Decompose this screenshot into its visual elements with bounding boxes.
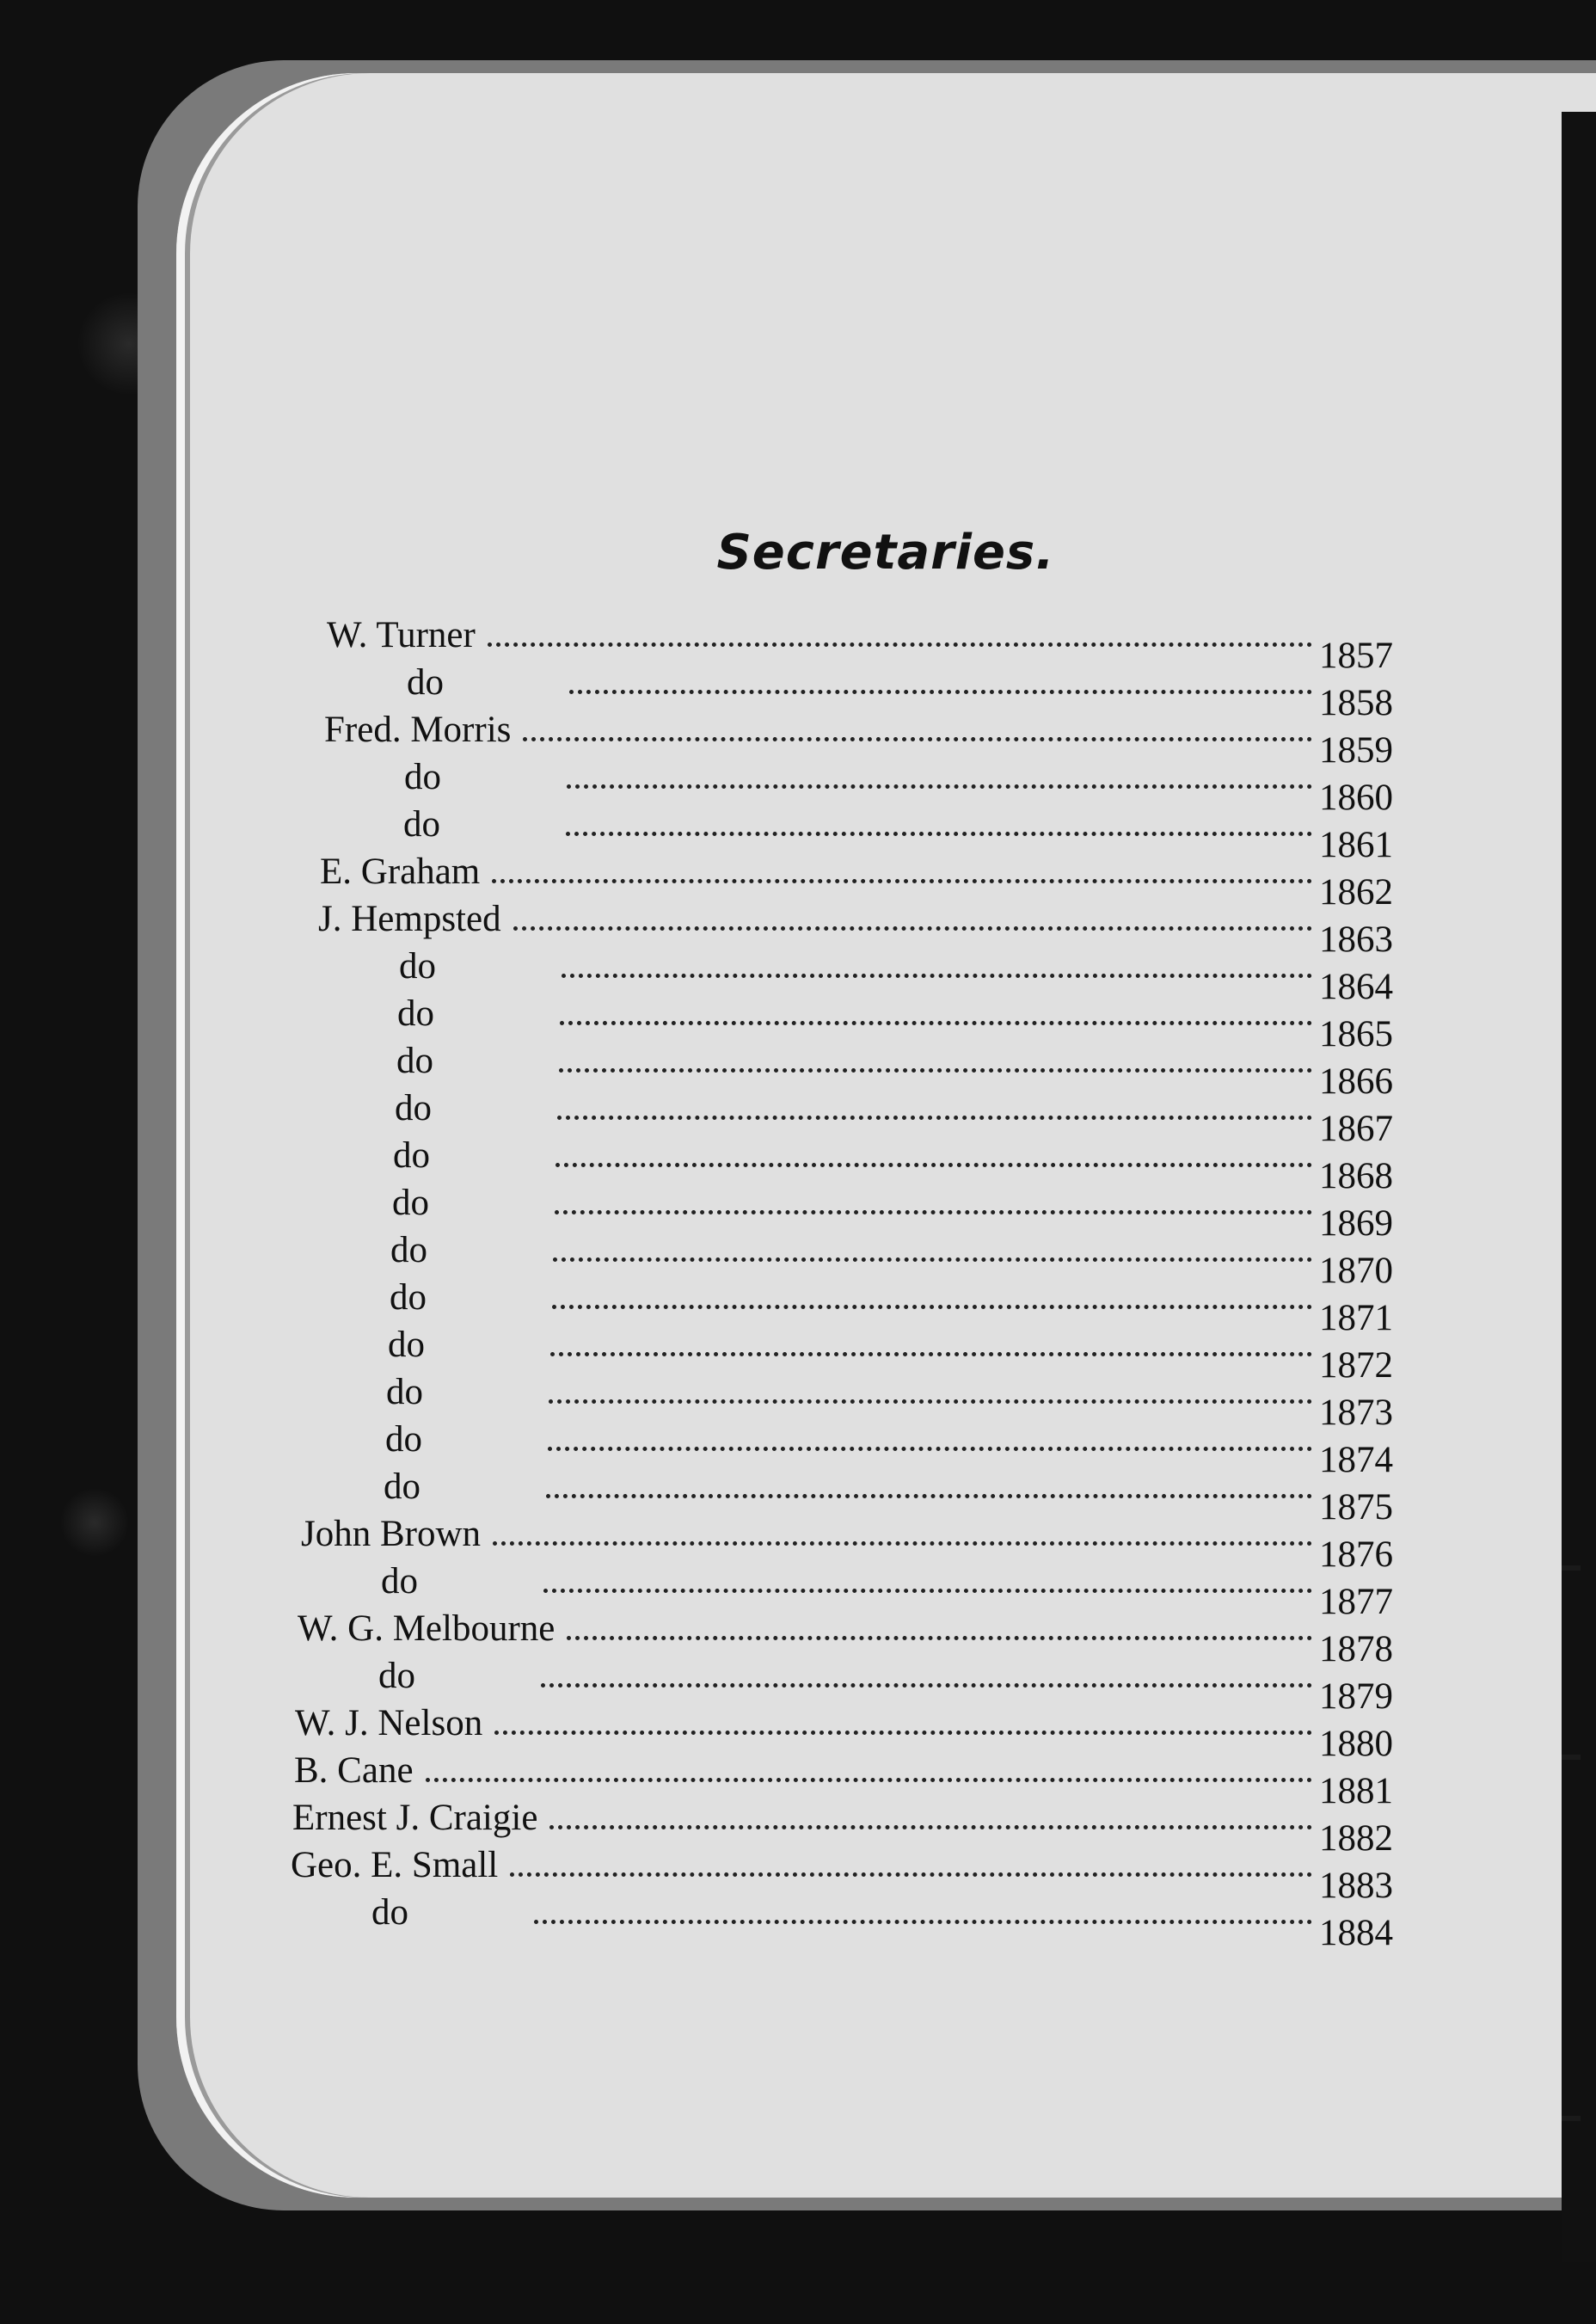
list-item	[304, 1363, 1393, 1433]
list-item	[310, 1174, 1393, 1244]
dot-leader	[567, 1636, 1312, 1640]
secretary-name: do	[393, 1135, 430, 1176]
dot-leader	[548, 1447, 1312, 1451]
dot-leader	[567, 784, 1312, 789]
year: 1871	[1319, 1298, 1393, 1338]
secretary-name: do	[378, 1656, 415, 1696]
list-item	[292, 1789, 1393, 1859]
dot-leader	[510, 1872, 1312, 1877]
secretaries-list	[291, 606, 1393, 1953]
year: 1877	[1319, 1582, 1393, 1622]
page-heading: Secretaries.	[716, 525, 1055, 581]
secretary-name: do	[395, 1088, 432, 1128]
facing-page-edge	[1562, 112, 1596, 2262]
year: 1874	[1319, 1440, 1393, 1480]
year: 1863	[1319, 919, 1393, 960]
secretary-name: John Brown	[301, 1514, 482, 1554]
list-item	[313, 1079, 1393, 1149]
list-item	[322, 796, 1393, 865]
secretary-name: do	[390, 1230, 427, 1270]
year: 1869	[1319, 1203, 1393, 1244]
secretary-name: do	[399, 946, 436, 987]
year: 1860	[1319, 778, 1393, 818]
dot-leader	[555, 1210, 1312, 1214]
list-item	[290, 1884, 1393, 1953]
dot-leader	[493, 1541, 1312, 1546]
year: 1857	[1319, 636, 1393, 676]
year: 1879	[1319, 1676, 1393, 1717]
secretary-name: do	[390, 1277, 427, 1318]
list-item	[309, 1221, 1393, 1291]
list-item	[297, 1647, 1393, 1717]
secretary-name: do	[403, 804, 440, 845]
dot-leader	[488, 642, 1312, 647]
year: 1881	[1319, 1771, 1393, 1811]
list-item	[308, 1269, 1393, 1338]
dot-leader	[556, 1163, 1312, 1167]
secretary-name: W. Turner	[327, 615, 476, 655]
dot-leader	[559, 1068, 1312, 1073]
list-item	[318, 890, 1393, 960]
binding-mark	[1562, 2116, 1581, 2121]
secretary-name: do	[381, 1561, 418, 1602]
dot-leader	[562, 974, 1312, 978]
dot-leader	[553, 1257, 1312, 1262]
year: 1876	[1319, 1534, 1393, 1575]
list-item	[298, 1600, 1393, 1669]
dot-leader	[543, 1589, 1312, 1593]
secretary-name: E. Graham	[320, 852, 481, 892]
list-item	[325, 654, 1393, 723]
dot-leader	[557, 1116, 1312, 1120]
secretary-name: W. G. Melbourne	[298, 1608, 556, 1649]
secretary-name: do	[386, 1372, 423, 1412]
year: 1865	[1319, 1014, 1393, 1054]
list-item	[301, 1505, 1393, 1575]
year: 1883	[1319, 1866, 1393, 1906]
list-item	[291, 1836, 1393, 1906]
secretary-name: do	[397, 993, 434, 1034]
binding-mark	[1562, 1565, 1581, 1571]
dot-leader	[534, 1920, 1312, 1924]
year: 1862	[1319, 872, 1393, 913]
dot-leader	[426, 1778, 1312, 1782]
year: 1866	[1319, 1061, 1393, 1102]
list-item	[327, 606, 1393, 676]
year: 1882	[1319, 1818, 1393, 1859]
secretary-name: do	[392, 1183, 429, 1223]
binding-mark	[1562, 1755, 1581, 1760]
year: 1861	[1319, 825, 1393, 865]
dot-leader	[492, 879, 1312, 883]
list-item	[311, 1127, 1393, 1196]
dot-leader	[552, 1305, 1312, 1309]
secretary-name: do	[396, 1041, 433, 1081]
secretary-name: W. J. Nelson	[295, 1703, 483, 1743]
dot-leader	[513, 926, 1312, 931]
list-item	[324, 701, 1393, 771]
year: 1870	[1319, 1251, 1393, 1291]
secretary-name: B. Cane	[294, 1750, 414, 1791]
list-item	[302, 1458, 1393, 1528]
year: 1880	[1319, 1724, 1393, 1764]
year: 1873	[1319, 1393, 1393, 1433]
list-item	[320, 843, 1393, 913]
dot-leader	[550, 1352, 1312, 1356]
secretary-name: do	[404, 757, 441, 797]
dot-leader	[523, 737, 1312, 741]
year: 1858	[1319, 683, 1393, 723]
year: 1872	[1319, 1345, 1393, 1386]
secretary-name: do	[388, 1325, 425, 1365]
year: 1868	[1319, 1156, 1393, 1196]
dot-leader	[560, 1021, 1312, 1025]
dot-leader	[549, 1399, 1312, 1404]
list-item	[317, 938, 1393, 1007]
list-item	[295, 1694, 1393, 1764]
secretary-name: J. Hempsted	[318, 899, 501, 939]
secretary-name: Geo. E. Small	[291, 1845, 499, 1885]
dot-leader	[546, 1494, 1312, 1498]
dot-leader	[494, 1731, 1312, 1735]
dot-leader	[566, 832, 1312, 836]
list-item	[306, 1316, 1393, 1386]
list-item	[304, 1411, 1393, 1480]
list-item	[299, 1552, 1393, 1622]
dot-leader	[549, 1825, 1312, 1829]
dot-leader	[541, 1683, 1312, 1688]
year: 1878	[1319, 1629, 1393, 1669]
year: 1859	[1319, 730, 1393, 771]
secretary-name: do	[384, 1466, 420, 1507]
secretary-name: do	[371, 1892, 408, 1933]
dot-leader	[569, 690, 1312, 694]
list-item	[294, 1742, 1393, 1811]
list-item	[315, 1032, 1393, 1102]
year: 1864	[1319, 967, 1393, 1007]
secretary-name: Ernest J. Craigie	[292, 1798, 538, 1838]
year: 1875	[1319, 1487, 1393, 1528]
secretary-name: do	[385, 1419, 422, 1460]
secretary-name: Fred. Morris	[324, 710, 512, 750]
secretary-name: do	[407, 662, 444, 703]
year: 1884	[1319, 1913, 1393, 1953]
list-item	[316, 985, 1393, 1054]
list-item	[322, 748, 1393, 818]
year: 1867	[1319, 1109, 1393, 1149]
